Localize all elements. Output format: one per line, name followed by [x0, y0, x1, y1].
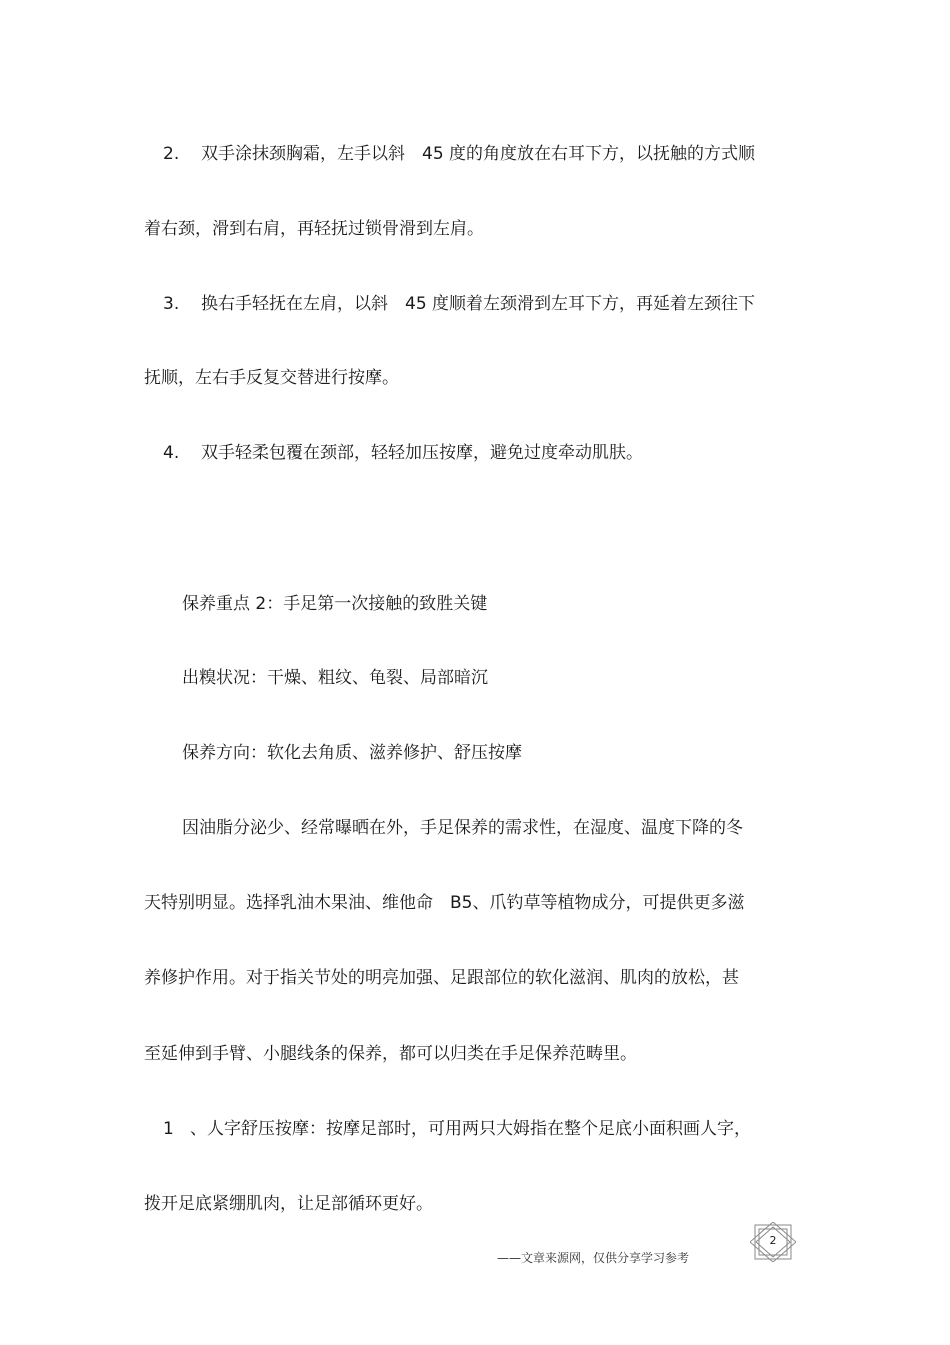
line-text: 出糗状况：干燥、粗纹、龟裂、局部暗沉: [182, 668, 488, 688]
step-number: 4.: [163, 443, 180, 463]
step-number: 2.: [163, 144, 180, 164]
line-text: 抚顺，左右手反复交替进行按摩。: [144, 368, 399, 388]
step-text: 双手轻柔包覆在颈部，轻轻加压按摩，避免过度牵动肌肤。: [201, 443, 643, 463]
step-text: 、人字舒压按摩：按摩足部时，可用两只大姆指在整个足底小面积画人字，: [190, 1119, 751, 1139]
line-text: 保养方向：软化去角质、滋养修护、舒压按摩: [182, 743, 522, 763]
line-text: 养修护作用。对于指关节处的明亮加强、足跟部位的软化滋润、肌肉的放松，甚: [144, 968, 739, 988]
step-text: 换右手轻抚在左肩，以斜 45 度顺着左颈滑到左耳下方，再延着左颈往下: [201, 294, 756, 314]
step-number: 3.: [163, 294, 180, 314]
step-text: 双手涂抹颈胸霜，左手以斜 45 度的角度放在右耳下方，以抚触的方式顺: [201, 144, 756, 164]
line-text: 拨开足底紧绷肌肉，让足部循环更好。: [144, 1194, 433, 1214]
step-number: 1: [163, 1119, 174, 1139]
heading-text: 保养重点 2：手足第一次接触的致胜关键: [182, 594, 488, 614]
page-number: 2: [769, 1234, 777, 1247]
footer-source-note: ——文章来源网，仅供分享学习参考: [497, 1251, 690, 1265]
line-text: 着右颈，滑到右肩，再轻抚过锁骨滑到左肩。: [144, 219, 484, 239]
line-text: 至延伸到手臂、小腿线条的保养，都可以归类在手足保养范畴里。: [144, 1044, 637, 1064]
line-text: 因油脂分泌少、经常曝晒在外，手足保养的需求性，在湿度、温度下降的冬: [182, 818, 743, 838]
page-number-badge: [750, 1222, 796, 1262]
line-text: 天特别明显。选择乳油木果油、维他命 B5、爪钓草等植物成分，可提供更多滋: [144, 893, 745, 913]
